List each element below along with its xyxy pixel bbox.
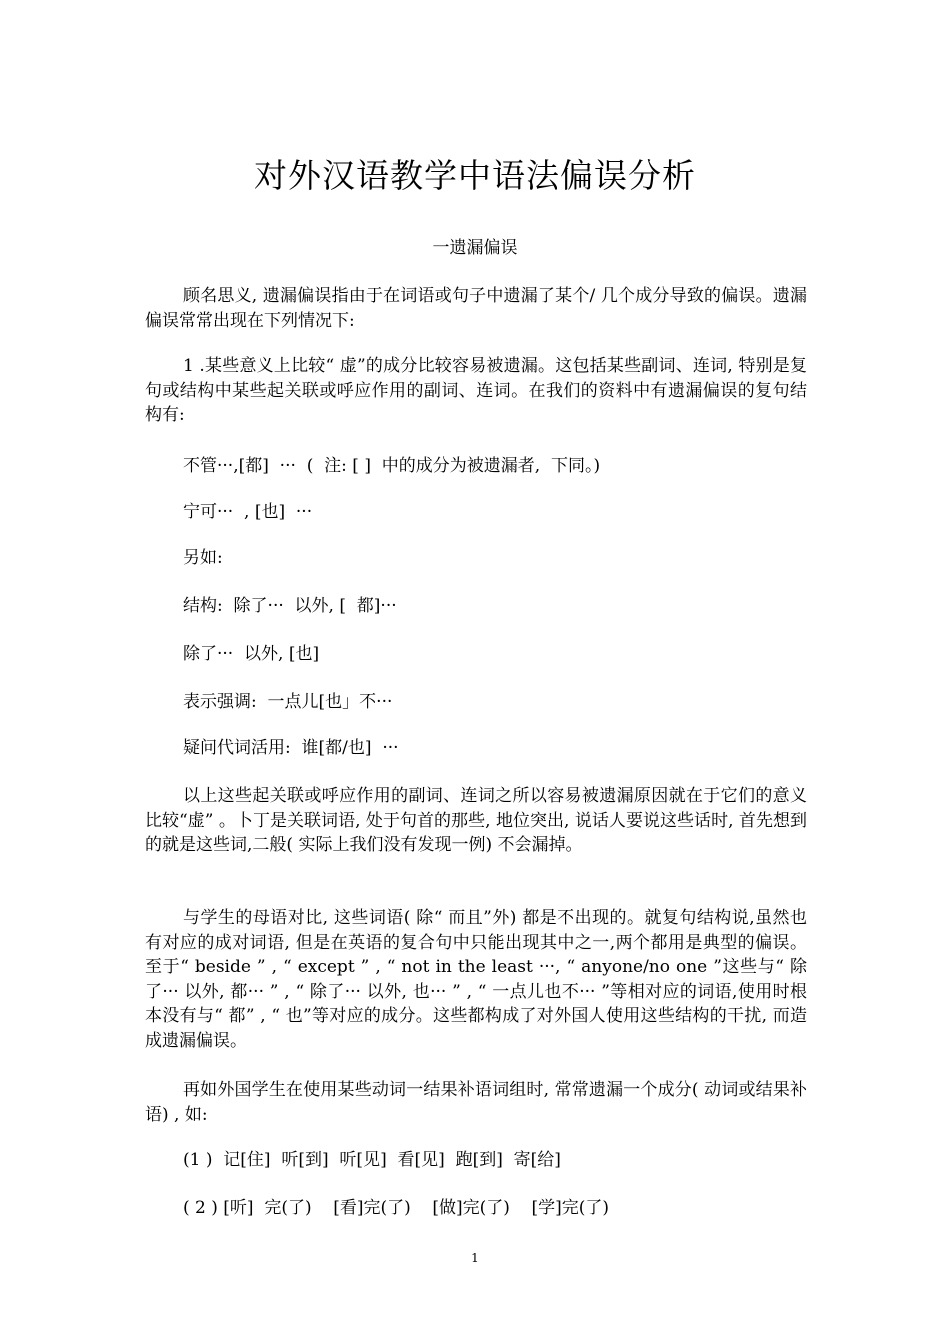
example-line-pronoun: 疑问代词活用: 谁[都/也] ··· — [183, 738, 399, 758]
example-line-ningke: 宁可··· , [也] ··· — [183, 502, 313, 522]
example-line-lingru: 另如: — [183, 548, 223, 568]
paragraph-analysis: 以上这些起关联或呼应作用的副词、连词之所以容易被遗漏原因就在于它们的意义比较“虚” 。卜丁是关联词语, 处于句首的那些, 地位突出, 说话人要说这些话时, 首先想到的就是这些词,二般( 实际上我们没有发现一例) 不会漏掉。 — [145, 786, 807, 855]
page-title: 对外汉语教学中语法偏误分析 — [254, 156, 696, 195]
paragraph-comparison: 与学生的母语对比, 这些词语( 除“ 而且”外) 都是不出现的。就复句结构说,虽然也有对应的成对词语, 但是在英语的复合句中只能出现其中之一,两个都用是典型的偏误。至于“ beside ” , “ except ” , “ not in the least ···, “ anyone/no one ”这些与“ 除了··· 以外, 都··· ” , “ 除了··· 以外, 也··· ” , “ 一点儿也不··· ”等相对应的词语,使用时根本没有与“ 都” , “ 也”等对应的成分。这些都构成了对外国人使用这些结构的干扰, 而造成遗漏偏误。 — [145, 908, 807, 1051]
example-line-emphasis: 表示强调: 一点儿[也」不··· — [183, 692, 393, 712]
example-line-1: (1 ) 记[住] 听[到] 听[见] 看[见] 跑[到] 寄[给] — [183, 1150, 561, 1170]
example-line-chule: 除了··· 以外, [也] — [183, 644, 320, 664]
example-line-2: ( 2 ) [听] 完(了) [看]完(了) [做]完(了) [学]完(了) — [183, 1198, 610, 1218]
paragraph-intro: 顾名思义, 遗漏偏误指由于在词语或句子中遗漏了某个/ 几个成分导致的偏误。遗漏偏误常常出现在下列情况下: — [145, 286, 807, 331]
example-line-structure: 结构: 除了··· 以外, [ 都]··· — [183, 596, 397, 616]
section-heading: 一遗漏偏误 — [432, 238, 518, 258]
paragraph-verb-complement: 再如外国学生在使用某些动词一结果补语词组时, 常常遗漏一个成分( 动词或结果补语) , 如: — [145, 1080, 807, 1125]
page-number: 1 — [471, 1251, 479, 1265]
paragraph-point-1: 1 .某些意义上比较“ 虚”的成分比较容易被遗漏。这包括某些副词、连词, 特别是复句或结构中某些起关联或呼应作用的副词、连词。在我们的资料中有遗漏偏误的复句结构有: — [145, 356, 807, 425]
example-line-buguan: 不管···,[都] ··· ( 注: [ ] 中的成分为被遗漏者, 下同。) — [183, 456, 601, 476]
